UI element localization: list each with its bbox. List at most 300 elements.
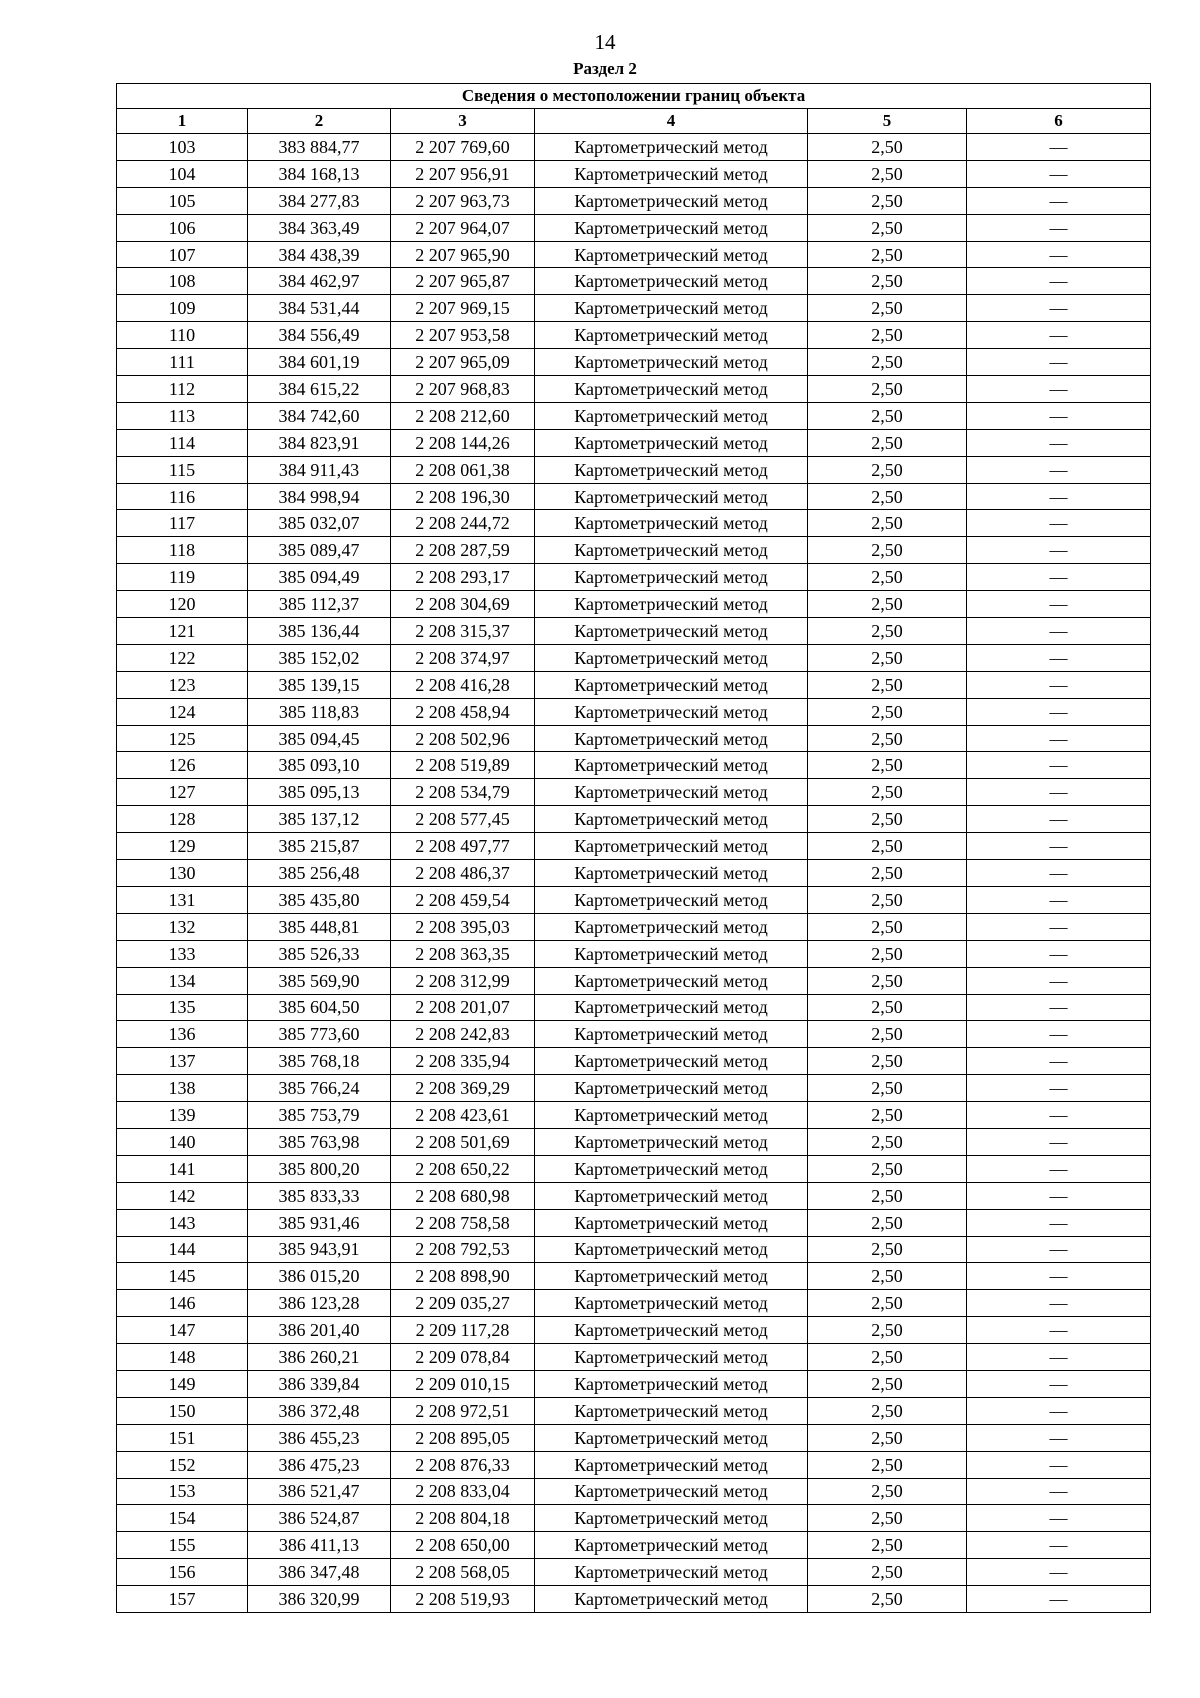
x-coordinate-cell: 385 094,49 (248, 564, 391, 591)
method-cell: Картометрический метод (535, 1478, 808, 1505)
x-coordinate-cell: 386 455,23 (248, 1424, 391, 1451)
table-row (117, 134, 1151, 161)
table-row (117, 268, 1151, 295)
y-coordinate-cell: 2 208 416,28 (391, 671, 535, 698)
point-number-cell: 129 (117, 833, 248, 860)
x-coordinate-cell: 383 884,77 (248, 134, 391, 161)
point-number-cell: 118 (117, 537, 248, 564)
method-cell: Картометрический метод (535, 1290, 808, 1317)
y-coordinate-cell: 2 207 965,87 (391, 268, 535, 295)
accuracy-cell: 2,50 (808, 241, 967, 268)
table-row (117, 967, 1151, 994)
x-coordinate-cell: 385 753,79 (248, 1102, 391, 1129)
x-coordinate-cell: 385 569,90 (248, 967, 391, 994)
table-row (117, 537, 1151, 564)
x-coordinate-cell: 384 363,49 (248, 214, 391, 241)
x-coordinate-cell: 385 118,83 (248, 698, 391, 725)
accuracy-cell: 2,50 (808, 806, 967, 833)
table-row (117, 1290, 1151, 1317)
description-cell: — (967, 1451, 1151, 1478)
table-row (117, 1102, 1151, 1129)
description-cell: — (967, 187, 1151, 214)
accuracy-cell: 2,50 (808, 618, 967, 645)
method-cell: Картометрический метод (535, 671, 808, 698)
accuracy-cell: 2,50 (808, 1424, 967, 1451)
method-cell: Картометрический метод (535, 322, 808, 349)
method-cell: Картометрический метод (535, 214, 808, 241)
description-cell: — (967, 241, 1151, 268)
y-coordinate-cell: 2 208 363,35 (391, 940, 535, 967)
description-cell: — (967, 537, 1151, 564)
method-cell: Картометрический метод (535, 779, 808, 806)
description-cell: — (967, 779, 1151, 806)
x-coordinate-cell: 384 615,22 (248, 376, 391, 403)
method-cell: Картометрический метод (535, 510, 808, 537)
accuracy-cell: 2,50 (808, 752, 967, 779)
point-number-cell: 112 (117, 376, 248, 403)
accuracy-cell: 2,50 (808, 1263, 967, 1290)
table-row (117, 1451, 1151, 1478)
accuracy-cell: 2,50 (808, 1532, 967, 1559)
point-number-cell: 142 (117, 1182, 248, 1209)
point-number-cell: 138 (117, 1075, 248, 1102)
section-title: Раздел 2 (573, 59, 637, 78)
point-number-cell: 105 (117, 187, 248, 214)
point-number-cell: 124 (117, 698, 248, 725)
table-row (117, 618, 1151, 645)
table-row (117, 860, 1151, 887)
accuracy-cell: 2,50 (808, 1397, 967, 1424)
method-cell: Картометрический метод (535, 483, 808, 510)
accuracy-cell: 2,50 (808, 349, 967, 376)
table-row (117, 187, 1151, 214)
accuracy-cell: 2,50 (808, 456, 967, 483)
y-coordinate-cell: 2 208 423,61 (391, 1102, 535, 1129)
x-coordinate-cell: 386 372,48 (248, 1397, 391, 1424)
point-number-cell: 132 (117, 913, 248, 940)
description-cell: — (967, 1505, 1151, 1532)
accuracy-cell: 2,50 (808, 940, 967, 967)
accuracy-cell: 2,50 (808, 1451, 967, 1478)
table-row (117, 1370, 1151, 1397)
point-number-cell: 120 (117, 591, 248, 618)
accuracy-cell: 2,50 (808, 268, 967, 295)
point-number-cell: 115 (117, 456, 248, 483)
description-cell: — (967, 483, 1151, 510)
table-row (117, 1397, 1151, 1424)
description-cell: — (967, 1424, 1151, 1451)
x-coordinate-cell: 385 943,91 (248, 1236, 391, 1263)
accuracy-cell: 2,50 (808, 510, 967, 537)
x-coordinate-cell: 385 763,98 (248, 1128, 391, 1155)
method-cell: Картометрический метод (535, 940, 808, 967)
y-coordinate-cell: 2 208 244,72 (391, 510, 535, 537)
description-cell: — (967, 967, 1151, 994)
x-coordinate-cell: 386 320,99 (248, 1586, 391, 1613)
accuracy-cell: 2,50 (808, 429, 967, 456)
y-coordinate-cell: 2 208 312,99 (391, 967, 535, 994)
y-coordinate-cell: 2 208 287,59 (391, 537, 535, 564)
x-coordinate-cell: 386 521,47 (248, 1478, 391, 1505)
method-cell: Картометрический метод (535, 1209, 808, 1236)
x-coordinate-cell: 386 201,40 (248, 1317, 391, 1344)
y-coordinate-cell: 2 208 501,69 (391, 1128, 535, 1155)
point-number-cell: 126 (117, 752, 248, 779)
x-coordinate-cell: 385 768,18 (248, 1048, 391, 1075)
y-coordinate-cell: 2 208 680,98 (391, 1182, 535, 1209)
description-cell: — (967, 1182, 1151, 1209)
table-row (117, 402, 1151, 429)
x-coordinate-cell: 385 448,81 (248, 913, 391, 940)
description-cell: — (967, 994, 1151, 1021)
method-cell: Картометрический метод (535, 1021, 808, 1048)
x-coordinate-cell: 385 152,02 (248, 644, 391, 671)
description-cell: — (967, 1370, 1151, 1397)
method-cell: Картометрический метод (535, 1075, 808, 1102)
point-number-cell: 107 (117, 241, 248, 268)
method-cell: Картометрический метод (535, 1048, 808, 1075)
x-coordinate-cell: 385 137,12 (248, 806, 391, 833)
point-number-cell: 148 (117, 1344, 248, 1371)
table-body (117, 134, 1151, 1613)
description-cell: — (967, 1102, 1151, 1129)
description-cell: — (967, 698, 1151, 725)
point-number-cell: 152 (117, 1451, 248, 1478)
accuracy-cell: 2,50 (808, 967, 967, 994)
table-row (117, 1075, 1151, 1102)
y-coordinate-cell: 2 208 293,17 (391, 564, 535, 591)
description-cell: — (967, 1048, 1151, 1075)
method-cell: Картометрический метод (535, 1559, 808, 1586)
description-cell: — (967, 268, 1151, 295)
column-number-row (117, 109, 1151, 134)
x-coordinate-cell: 386 015,20 (248, 1263, 391, 1290)
x-coordinate-cell: 385 800,20 (248, 1155, 391, 1182)
y-coordinate-cell: 2 208 519,93 (391, 1586, 535, 1613)
accuracy-cell: 2,50 (808, 671, 967, 698)
method-cell: Картометрический метод (535, 1424, 808, 1451)
x-coordinate-cell: 385 094,45 (248, 725, 391, 752)
description-cell: — (967, 1021, 1151, 1048)
point-number-cell: 136 (117, 1021, 248, 1048)
method-cell: Картометрический метод (535, 241, 808, 268)
description-cell: — (967, 591, 1151, 618)
accuracy-cell: 2,50 (808, 1478, 967, 1505)
x-coordinate-cell: 384 462,97 (248, 268, 391, 295)
method-cell: Картометрический метод (535, 349, 808, 376)
point-number-cell: 113 (117, 402, 248, 429)
method-cell: Картометрический метод (535, 187, 808, 214)
y-coordinate-cell: 2 208 833,04 (391, 1478, 535, 1505)
description-cell: — (967, 671, 1151, 698)
table-row (117, 160, 1151, 187)
x-coordinate-cell: 385 089,47 (248, 537, 391, 564)
method-cell: Картометрический метод (535, 860, 808, 887)
y-coordinate-cell: 2 207 968,83 (391, 376, 535, 403)
table-row (117, 1155, 1151, 1182)
method-cell: Картометрический метод (535, 698, 808, 725)
accuracy-cell: 2,50 (808, 994, 967, 1021)
x-coordinate-cell: 386 123,28 (248, 1290, 391, 1317)
description-cell: — (967, 1075, 1151, 1102)
x-coordinate-cell: 384 277,83 (248, 187, 391, 214)
description-cell: — (967, 618, 1151, 645)
accuracy-cell: 2,50 (808, 644, 967, 671)
table-row (117, 241, 1151, 268)
accuracy-cell: 2,50 (808, 322, 967, 349)
y-coordinate-cell: 2 208 898,90 (391, 1263, 535, 1290)
point-number-cell: 135 (117, 994, 248, 1021)
table-row (117, 1344, 1151, 1371)
x-coordinate-cell: 385 215,87 (248, 833, 391, 860)
description-cell: — (967, 349, 1151, 376)
method-cell: Картометрический метод (535, 886, 808, 913)
method-cell: Картометрический метод (535, 376, 808, 403)
point-number-cell: 131 (117, 886, 248, 913)
x-coordinate-cell: 385 773,60 (248, 1021, 391, 1048)
y-coordinate-cell: 2 208 534,79 (391, 779, 535, 806)
x-coordinate-cell: 385 032,07 (248, 510, 391, 537)
method-cell: Картометрический метод (535, 1102, 808, 1129)
method-cell: Картометрический метод (535, 295, 808, 322)
method-cell: Картометрический метод (535, 752, 808, 779)
table-row (117, 779, 1151, 806)
y-coordinate-cell: 2 208 895,05 (391, 1424, 535, 1451)
x-coordinate-cell: 386 475,23 (248, 1451, 391, 1478)
table-row (117, 1478, 1151, 1505)
table-caption: Сведения о местоположении границ объекта (117, 84, 1151, 109)
table-row (117, 510, 1151, 537)
point-number-cell: 128 (117, 806, 248, 833)
table-row (117, 483, 1151, 510)
point-number-cell: 146 (117, 1290, 248, 1317)
table-row (117, 1128, 1151, 1155)
y-coordinate-cell: 2 208 502,96 (391, 725, 535, 752)
method-cell: Картометрический метод (535, 537, 808, 564)
description-cell: — (967, 725, 1151, 752)
table-row (117, 591, 1151, 618)
x-coordinate-cell: 385 139,15 (248, 671, 391, 698)
x-coordinate-cell: 384 438,39 (248, 241, 391, 268)
y-coordinate-cell: 2 208 315,37 (391, 618, 535, 645)
accuracy-cell: 2,50 (808, 1155, 967, 1182)
y-coordinate-cell: 2 207 963,73 (391, 187, 535, 214)
method-cell: Картометрический метод (535, 429, 808, 456)
description-cell: — (967, 913, 1151, 940)
method-cell: Картометрический метод (535, 1586, 808, 1613)
point-number-cell: 108 (117, 268, 248, 295)
accuracy-cell: 2,50 (808, 1236, 967, 1263)
x-coordinate-cell: 386 411,13 (248, 1532, 391, 1559)
method-cell: Картометрический метод (535, 967, 808, 994)
x-coordinate-cell: 384 531,44 (248, 295, 391, 322)
accuracy-cell: 2,50 (808, 1586, 967, 1613)
x-coordinate-cell: 386 339,84 (248, 1370, 391, 1397)
method-cell: Картометрический метод (535, 1263, 808, 1290)
y-coordinate-cell: 2 207 965,09 (391, 349, 535, 376)
method-cell: Картометрический метод (535, 725, 808, 752)
method-cell: Картометрический метод (535, 1236, 808, 1263)
accuracy-cell: 2,50 (808, 214, 967, 241)
accuracy-cell: 2,50 (808, 591, 967, 618)
x-coordinate-cell: 385 526,33 (248, 940, 391, 967)
accuracy-cell: 2,50 (808, 537, 967, 564)
x-coordinate-cell: 384 556,49 (248, 322, 391, 349)
column-number: 3 (391, 109, 535, 134)
table-row (117, 1317, 1151, 1344)
method-cell: Картометрический метод (535, 1182, 808, 1209)
description-cell: — (967, 1317, 1151, 1344)
y-coordinate-cell: 2 208 804,18 (391, 1505, 535, 1532)
point-number-cell: 117 (117, 510, 248, 537)
method-cell: Картометрический метод (535, 1397, 808, 1424)
y-coordinate-cell: 2 208 519,89 (391, 752, 535, 779)
y-coordinate-cell: 2 208 242,83 (391, 1021, 535, 1048)
y-coordinate-cell: 2 208 144,26 (391, 429, 535, 456)
description-cell: — (967, 1559, 1151, 1586)
method-cell: Картометрический метод (535, 1532, 808, 1559)
method-cell: Картометрический метод (535, 1344, 808, 1371)
y-coordinate-cell: 2 208 304,69 (391, 591, 535, 618)
method-cell: Картометрический метод (535, 833, 808, 860)
x-coordinate-cell: 386 524,87 (248, 1505, 391, 1532)
x-coordinate-cell: 385 095,13 (248, 779, 391, 806)
point-number-cell: 145 (117, 1263, 248, 1290)
table-row (117, 698, 1151, 725)
accuracy-cell: 2,50 (808, 295, 967, 322)
method-cell: Картометрический метод (535, 806, 808, 833)
description-cell: — (967, 134, 1151, 161)
table-row (117, 752, 1151, 779)
table-row (117, 725, 1151, 752)
method-cell: Картометрический метод (535, 268, 808, 295)
y-coordinate-cell: 2 208 650,22 (391, 1155, 535, 1182)
y-coordinate-cell: 2 208 972,51 (391, 1397, 535, 1424)
point-number-cell: 110 (117, 322, 248, 349)
y-coordinate-cell: 2 208 497,77 (391, 833, 535, 860)
x-coordinate-cell: 384 823,91 (248, 429, 391, 456)
table-row (117, 1263, 1151, 1290)
point-number-cell: 130 (117, 860, 248, 887)
accuracy-cell: 2,50 (808, 779, 967, 806)
accuracy-cell: 2,50 (808, 1559, 967, 1586)
accuracy-cell: 2,50 (808, 1021, 967, 1048)
table-row (117, 833, 1151, 860)
y-coordinate-cell: 2 208 876,33 (391, 1451, 535, 1478)
table-row (117, 1048, 1151, 1075)
description-cell: — (967, 1236, 1151, 1263)
table-row (117, 1505, 1151, 1532)
method-cell: Картометрический метод (535, 1451, 808, 1478)
table-row (117, 886, 1151, 913)
point-number-cell: 114 (117, 429, 248, 456)
point-number-cell: 157 (117, 1586, 248, 1613)
point-number-cell: 155 (117, 1532, 248, 1559)
x-coordinate-cell: 385 256,48 (248, 860, 391, 887)
y-coordinate-cell: 2 207 964,07 (391, 214, 535, 241)
table-row (117, 564, 1151, 591)
description-cell: — (967, 1478, 1151, 1505)
column-number: 5 (808, 109, 967, 134)
description-cell: — (967, 1397, 1151, 1424)
y-coordinate-cell: 2 208 061,38 (391, 456, 535, 483)
x-coordinate-cell: 385 931,46 (248, 1209, 391, 1236)
method-cell: Картометрический метод (535, 913, 808, 940)
table-row (117, 349, 1151, 376)
point-number-cell: 133 (117, 940, 248, 967)
y-coordinate-cell: 2 207 965,90 (391, 241, 535, 268)
description-cell: — (967, 1290, 1151, 1317)
table-row (117, 994, 1151, 1021)
accuracy-cell: 2,50 (808, 913, 967, 940)
description-cell: — (967, 752, 1151, 779)
point-number-cell: 127 (117, 779, 248, 806)
y-coordinate-cell: 2 209 035,27 (391, 1290, 535, 1317)
x-coordinate-cell: 384 911,43 (248, 456, 391, 483)
description-cell: — (967, 1209, 1151, 1236)
point-number-cell: 109 (117, 295, 248, 322)
point-number-cell: 111 (117, 349, 248, 376)
method-cell: Картометрический метод (535, 1505, 808, 1532)
accuracy-cell: 2,50 (808, 1182, 967, 1209)
point-number-cell: 122 (117, 644, 248, 671)
column-number: 1 (117, 109, 248, 134)
method-cell: Картометрический метод (535, 402, 808, 429)
y-coordinate-cell: 2 207 956,91 (391, 160, 535, 187)
accuracy-cell: 2,50 (808, 1048, 967, 1075)
y-coordinate-cell: 2 208 758,58 (391, 1209, 535, 1236)
description-cell: — (967, 806, 1151, 833)
point-number-cell: 125 (117, 725, 248, 752)
accuracy-cell: 2,50 (808, 1102, 967, 1129)
method-cell: Картометрический метод (535, 1128, 808, 1155)
point-number-cell: 104 (117, 160, 248, 187)
table-row (117, 1182, 1151, 1209)
table-row (117, 806, 1151, 833)
x-coordinate-cell: 384 998,94 (248, 483, 391, 510)
y-coordinate-cell: 2 208 458,94 (391, 698, 535, 725)
accuracy-cell: 2,50 (808, 1370, 967, 1397)
x-coordinate-cell: 386 260,21 (248, 1344, 391, 1371)
accuracy-cell: 2,50 (808, 1209, 967, 1236)
accuracy-cell: 2,50 (808, 698, 967, 725)
point-number-cell: 156 (117, 1559, 248, 1586)
accuracy-cell: 2,50 (808, 1290, 967, 1317)
description-cell: — (967, 644, 1151, 671)
accuracy-cell: 2,50 (808, 1317, 967, 1344)
description-cell: — (967, 322, 1151, 349)
table-row (117, 1021, 1151, 1048)
x-coordinate-cell: 385 833,33 (248, 1182, 391, 1209)
table-row (117, 644, 1151, 671)
method-cell: Картометрический метод (535, 1370, 808, 1397)
table-row (117, 1424, 1151, 1451)
table-row (117, 1586, 1151, 1613)
accuracy-cell: 2,50 (808, 860, 967, 887)
column-number: 4 (535, 109, 808, 134)
point-number-cell: 147 (117, 1317, 248, 1344)
description-cell: — (967, 429, 1151, 456)
table-row (117, 295, 1151, 322)
x-coordinate-cell: 385 136,44 (248, 618, 391, 645)
method-cell: Картометрический метод (535, 456, 808, 483)
y-coordinate-cell: 2 208 374,97 (391, 644, 535, 671)
accuracy-cell: 2,50 (808, 402, 967, 429)
accuracy-cell: 2,50 (808, 564, 967, 591)
x-coordinate-cell: 384 742,60 (248, 402, 391, 429)
y-coordinate-cell: 2 208 395,03 (391, 913, 535, 940)
column-number: 2 (248, 109, 391, 134)
